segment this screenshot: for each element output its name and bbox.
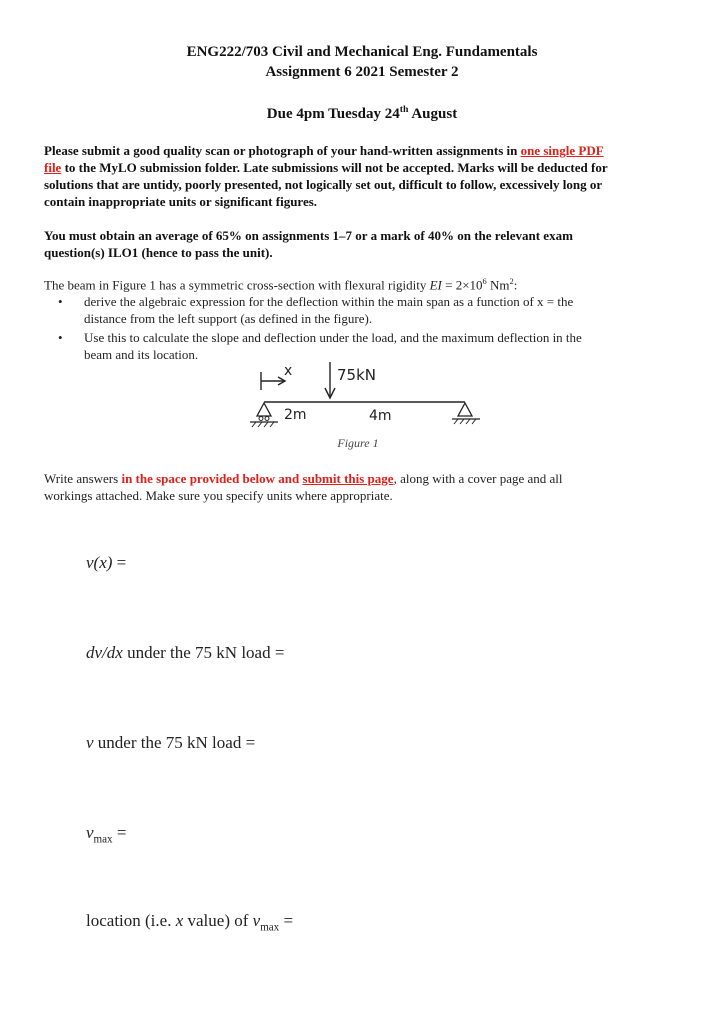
x-label: x <box>284 363 293 379</box>
course-title: ENG222/703 Civil and Mechanical Eng. Fundamentals <box>186 44 538 60</box>
dim-4m: 4m <box>369 408 392 424</box>
answer-instructions: Write answers in the space provided below and submit this page, along with a cover page and all workings attached. Make sure you specify units where appropriate. <box>44 471 563 503</box>
load-arrow <box>325 362 335 398</box>
answer-vmax: $v_{max}$ = <box>86 823 127 846</box>
left-support <box>250 403 278 427</box>
answer-deflection: v under the 75 kN load = <box>86 733 256 752</box>
dim-2m: 2m <box>284 407 307 423</box>
bullet-icon: • <box>58 330 63 345</box>
answer-vmax-location: location (i.e. x value) of $v_{max}$ = <box>86 911 294 934</box>
due-date: Due 4pm Tuesday 24th August <box>266 104 458 122</box>
answer-vx: v(x) = <box>86 553 127 572</box>
beam-figure <box>240 360 500 460</box>
submission-instructions: Please submit a good quality scan or photograph of your hand-written assignments in one single PDF file to the MyLO submission folder. Late submissions will not be accepted. Marks will be deducted for solutions that are untidy, poorly presented, not logically set out, difficult to follow, excessively long or contain inappropriate units or significant figures. <box>44 143 608 209</box>
x-dimension-arrow <box>261 372 285 390</box>
load-label: 75kN <box>337 366 376 384</box>
problem-intro: The beam in Figure 1 has a symmetric cross-section with flexural rigidity EI = $2\times 10^6$ Nm$^2$: <box>44 276 518 293</box>
right-support <box>452 403 480 424</box>
pdf-requirement-link: one single PDF <box>520 143 604 158</box>
pass-requirement: You must obtain an average of 65% on assignments 1–7 or a mark of 40% on the relevant exam question(s) ILO1 (hence to pass the unit). <box>44 228 573 260</box>
figure-caption: Figure 1 <box>337 436 379 450</box>
bullet-icon: • <box>58 294 63 309</box>
answer-slope: dv/dx under the 75 kN load = <box>86 643 285 662</box>
assignment-title: Assignment 6 2021 Semester 2 <box>265 64 459 80</box>
